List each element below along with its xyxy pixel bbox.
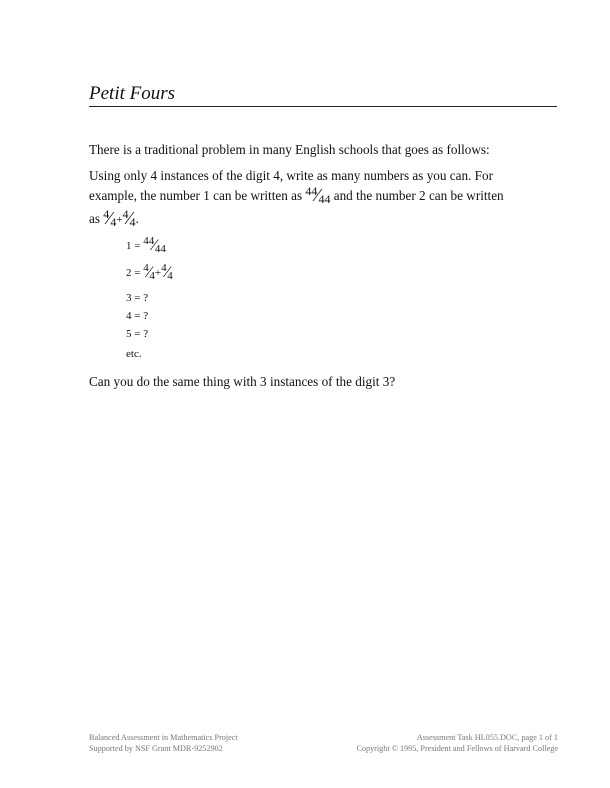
intro-paragraph: There is a traditional problem in many English schools that goes as follows: — [89, 142, 490, 157]
question-paragraph: Can you do the same thing with 3 instances of the digit 3? — [89, 374, 396, 389]
equation-4: 4 = ? — [126, 310, 149, 322]
task-line-1: Using only 4 instances of the digit 4, write as many numbers as you can. For — [89, 168, 493, 183]
plus-sign: + — [116, 214, 123, 226]
task-line-2a: example, the number 1 can be written as — [89, 188, 303, 203]
fraction-4-over-4: $^4⁄_4$ — [143, 262, 155, 282]
equation-2: $2 = ^4⁄_4+^4⁄_4$ — [126, 262, 173, 282]
page-title: Petit Fours — [89, 82, 557, 107]
equation-3: 3 = ? — [126, 292, 149, 304]
fraction-4-over-4: 4⁄4 — [103, 207, 117, 229]
task-line-2b: and the number 2 can be written — [333, 188, 504, 203]
task-line-3 — [89, 208, 559, 229]
task-line-3-end: . — [135, 211, 139, 226]
task-line-3a: as — [89, 211, 100, 226]
fraction-4-over-4: 4⁄4 — [122, 207, 136, 229]
equation-etc: etc. — [126, 348, 142, 360]
footer-project: Balanced Assessment in Mathematics Project — [89, 733, 238, 742]
fraction-44-over-44: $^{44}⁄_{44}$ — [143, 235, 166, 255]
equation-5: 5 = ? — [126, 328, 149, 340]
plus-sign: + — [154, 267, 162, 279]
footer-grant: Supported by NSF Grant MDR-9252902 — [89, 743, 223, 753]
fraction-44-over-44: 44⁄44 — [305, 184, 331, 206]
task-paragraph — [89, 167, 559, 205]
fraction-4-over-4: $^4⁄_4$ — [161, 262, 173, 282]
footer-copyright: Copyright © 1995, President and Fellows of Harvard College — [356, 743, 558, 753]
footer-right — [356, 733, 558, 754]
equation-1: $1 = ^{44}⁄_{44}$ — [126, 235, 166, 255]
footer-task-id: Assessment Task HL055.DOC, page 1 of 1 — [416, 733, 558, 742]
footer-left — [89, 733, 238, 754]
